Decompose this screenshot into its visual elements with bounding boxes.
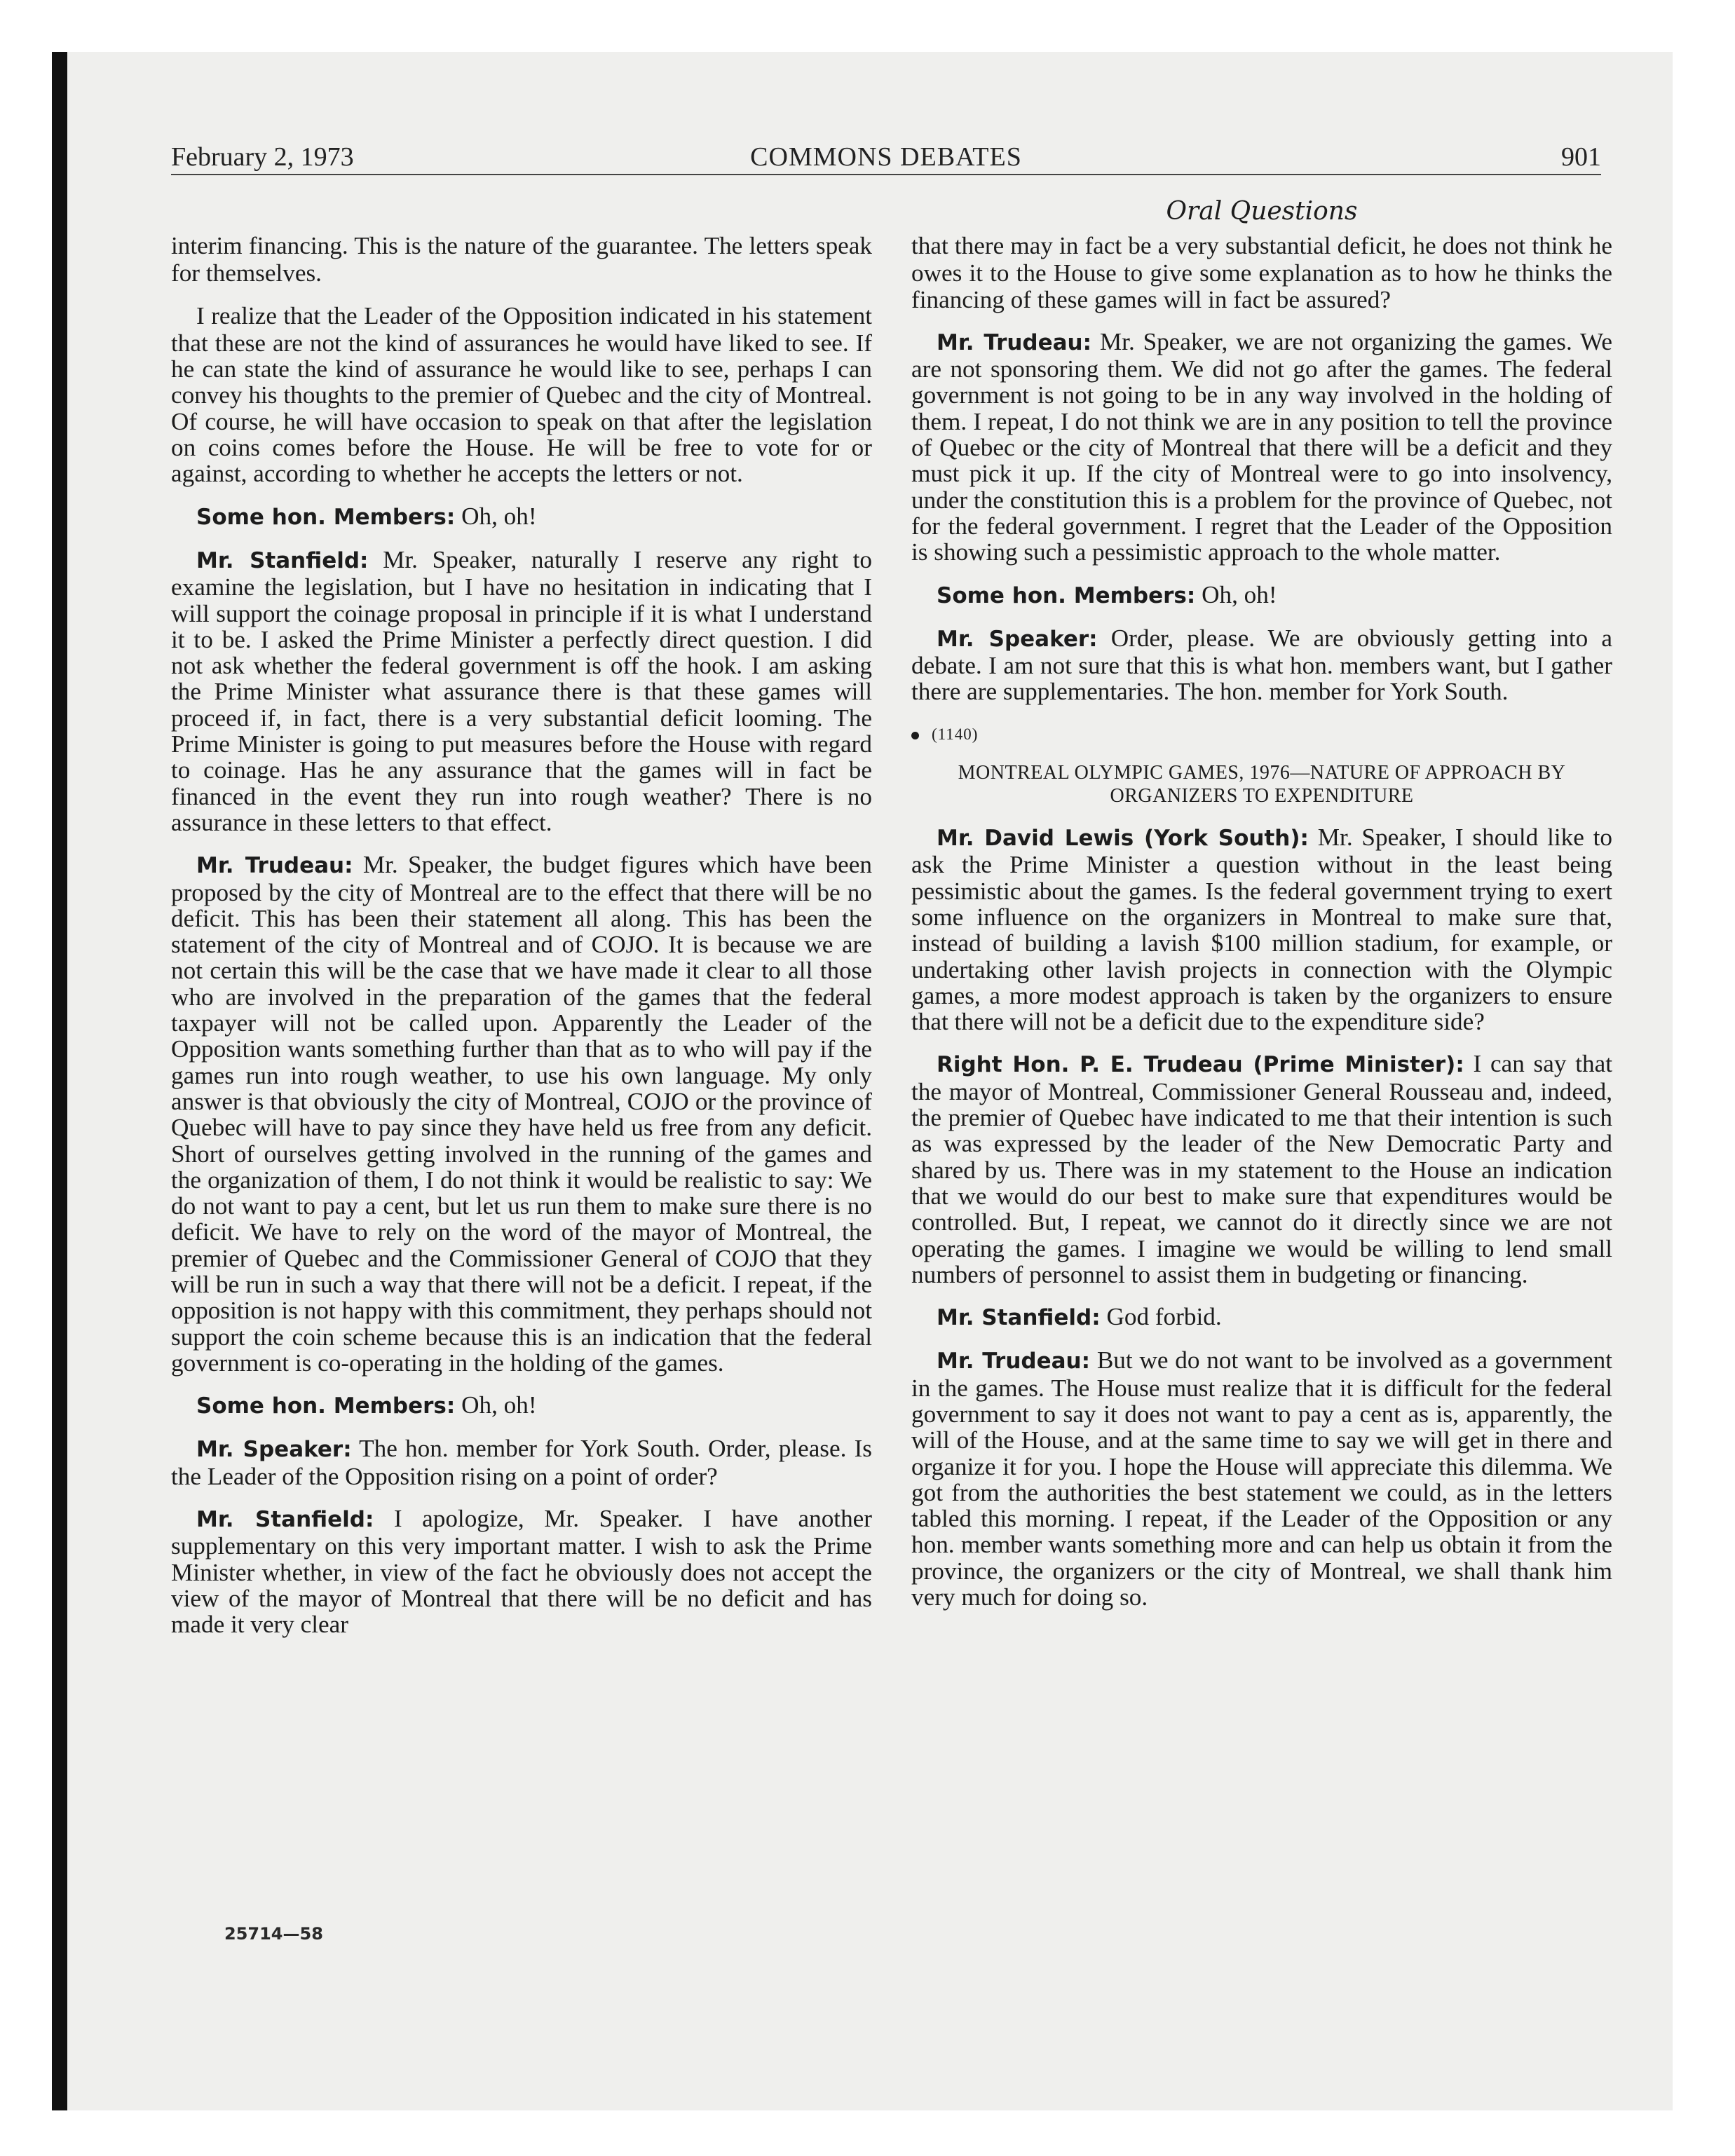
speaker-label: Some hon. Members:	[196, 1393, 456, 1419]
paragraph	[911, 625, 1612, 705]
speaker-label: Mr. Speaker:	[937, 626, 1098, 652]
left-column	[171, 233, 872, 1654]
paragraph-text: The hon. member for York South. Order, please. Is the Leader of the Opposition rising on a point of order?	[171, 1435, 872, 1490]
paragraph-text: I apologize, Mr. Speaker. I have another supplementary on this very important matter. I wish to ask the Prime Minister whether, in view of the fact he obviously does not accept the view of the mayor of Montreal that there will be no deficit and has made it very clear	[171, 1505, 872, 1639]
paragraph	[171, 852, 872, 1376]
header-date: February 2, 1973	[171, 142, 354, 172]
header-title: COMMONS DEBATES	[750, 142, 1022, 172]
paragraph-text: that there may in fact be a very substantial deficit, he does not think he owes it to the House to give some explanation as to how he thinks the financing of these games will in fact be assured?	[911, 232, 1612, 313]
paragraph-text: I realize that the Leader of the Opposition indicated in his statement that these are not the kind of assurances he would have liked to see. If he can state the kind of assurance he would like to see, perhaps I can convey his thoughts to the premier of Quebec and the city of Montreal. Of course, he will have occasion to speak on that after the legislation on coins comes before the House. He will be free to vote for or against, according to whether he accepts the letters or not.	[171, 301, 872, 488]
paragraph-text: I can say that the mayor of Montreal, Commissioner General Rousseau and, indeed, the premier of Quebec have indicated to me that their intention is such as was expressed by the leader of the New Democratic Party and shared by us. There was in my statement to the House an indication that we would do our best to make sure that expenditures would be controlled. But, I repeat, we cannot do it directly since we are not operating the games. I imagine we would be willing to lend small numbers of personnel to assist them in budgeting or financing.	[911, 1050, 1612, 1288]
section-label: Oral Questions	[1166, 197, 1358, 226]
speaker-label: Mr. Trudeau:	[937, 329, 1092, 355]
speaker-label: Mr. Stanfield:	[937, 1305, 1101, 1331]
paragraph-text: Mr. Speaker, the budget figures which have been proposed by the city of Montreal are to the effect that there will be no deficit. This has been their statement all along. This has been the statement of the city of Montreal and of COJO. It is because we are not certain this will be the case that we have made it clear to all those who are involved in the preparation of the games that the federal taxpayer will not be called upon. Apparently the Leader of the Opposition wants something further than that as to who will pay if the games run into rough weather, to use his own language. My only answer is that obviously the city of Montreal, COJO or the province of Quebec will have to pay since they have held us free from any deficit. Short of ourselves getting involved in the running of the games and the organization of them, I do not think it would be realistic to say: We do not want to pay a cent, but let us run them to make sure there is no deficit. We have to rely on the word of the mayor of Montreal, the premier of Quebec and the Commissioner General of COJO that they will be run in such a way that there will not be a deficit. I repeat, if the opposition is not happy with this commitment, they perhaps should not support the coin scheme because this is an indication that the federal government is co-operating in the holding of the games.	[171, 851, 872, 1377]
paragraph	[171, 233, 872, 287]
paragraph-text: Mr. Speaker, I should like to ask the Prime Minister a question without in the least being pessimistic about the games. Is the federal government trying to exert some influence on the organizers in Montreal to make sure that, instead of building a lavish $100 million stadium, for example, or undertaking other lavish projects in connection with the Olympic games, a more modest approach is taken by the organizers to ensure that there will not be a deficit due to the expenditure side?	[911, 824, 1612, 1036]
paragraph	[911, 1304, 1612, 1331]
paragraph	[911, 233, 1612, 313]
speaker-label: Some hon. Members:	[196, 504, 456, 530]
page-number: 901	[1561, 142, 1601, 172]
bullet-dot-icon	[911, 732, 919, 739]
speaker-label: Mr. Stanfield:	[196, 1507, 374, 1533]
paragraph	[171, 503, 872, 531]
right-column	[911, 233, 1612, 1626]
paragraph	[171, 1506, 872, 1637]
footer-print-code: 25714—58	[224, 1924, 323, 1944]
paragraph	[911, 329, 1612, 566]
paragraph-text: interim financing. This is the nature of the guarantee. The letters speak for themselves.	[171, 232, 872, 287]
paragraph-text: Oh, oh!	[461, 502, 537, 530]
paragraph	[171, 547, 872, 835]
running-header	[171, 140, 1601, 175]
paragraph-text: Mr. Speaker, naturally I reserve any right to examine the legislation, but I have no hesitation in indicating that I will support the coinage proposal in principle if it is what I understand it to be. I asked the Prime Minister a perfectly direct question. I did not ask whether the federal government is off the hook. I am asking the Prime Minister what assurance there is that these games will proceed if, in fact, there is a very substantial deficit looming. The Prime Minister is going to put measures before the House with regard to coinage. Has he any assurance that the games will in fact be financed in the event they run into rough weather? There is no assurance in these letters to that effect.	[171, 545, 872, 836]
paragraph-text: Oh, oh!	[461, 1391, 537, 1419]
paragraph	[911, 1051, 1612, 1288]
paragraph-text: Mr. Speaker, we are not organizing the games. We are not sponsoring them. We did not go after the games. The federal government is not going to be in any way involved in the holding of them. I repeat, I do not think we are in any position to tell the province of Quebec or the city of Montreal that there will be a deficit and they must pick it up. If the city of Montreal were to go into insolvency, under the constitution this is a problem for the province of Quebec, not for the federal government. I regret that the Leader of the Opposition is showing such a pessimistic approach to the whole matter.	[911, 327, 1613, 566]
time-marker-text: (1140)	[932, 725, 979, 743]
time-marker	[911, 721, 1612, 747]
speaker-label: Right Hon. P. E. Trudeau (Prime Minister):	[937, 1052, 1464, 1078]
paragraph-text: God forbid.	[1106, 1303, 1222, 1331]
paragraph-text: But we do not want to be involved as a government in the games. The House must realize that it is difficult for the federal government to say it does not want to pay a cent as is, apparently, the will of the House, and at the same time to say we will get in there and organize it for you. I hope the House will appreciate this dilemma. We got from the authorities the best statement we could, as in the letters tabled this morning. I repeat, if the Leader of the Opposition or any hon. member wants something more and can help us obtain it from the province, the organizers or the city of Montreal, we shall thank him very much for doing so.	[911, 1346, 1613, 1611]
paragraph	[171, 1435, 872, 1489]
paragraph	[911, 582, 1612, 609]
paragraph-text: Order, please. We are obviously getting into a debate. I am not sure that this is what hon. members want, but I gather there are supplementaries. The hon. member for York South.	[911, 624, 1613, 706]
speaker-label: Mr. Trudeau:	[196, 853, 353, 879]
paragraph	[911, 824, 1612, 1035]
speaker-label: Mr. Trudeau:	[937, 1349, 1090, 1374]
paragraph	[911, 1347, 1612, 1610]
binding-edge	[52, 52, 67, 2110]
speaker-label: Mr. Speaker:	[196, 1437, 352, 1463]
speaker-label: Some hon. Members:	[937, 582, 1196, 608]
paragraph	[171, 1392, 872, 1419]
section-heading: MONTREAL OLYMPIC GAMES, 1976—NATURE OF APPROACH BY ORGANIZERS TO EXPENDITURE	[958, 762, 1566, 807]
speaker-label: Mr. David Lewis (York South):	[937, 826, 1309, 852]
paragraph-text: Oh, oh!	[1202, 580, 1277, 608]
speaker-label: Mr. Stanfield:	[196, 547, 369, 573]
paragraph	[171, 303, 872, 487]
